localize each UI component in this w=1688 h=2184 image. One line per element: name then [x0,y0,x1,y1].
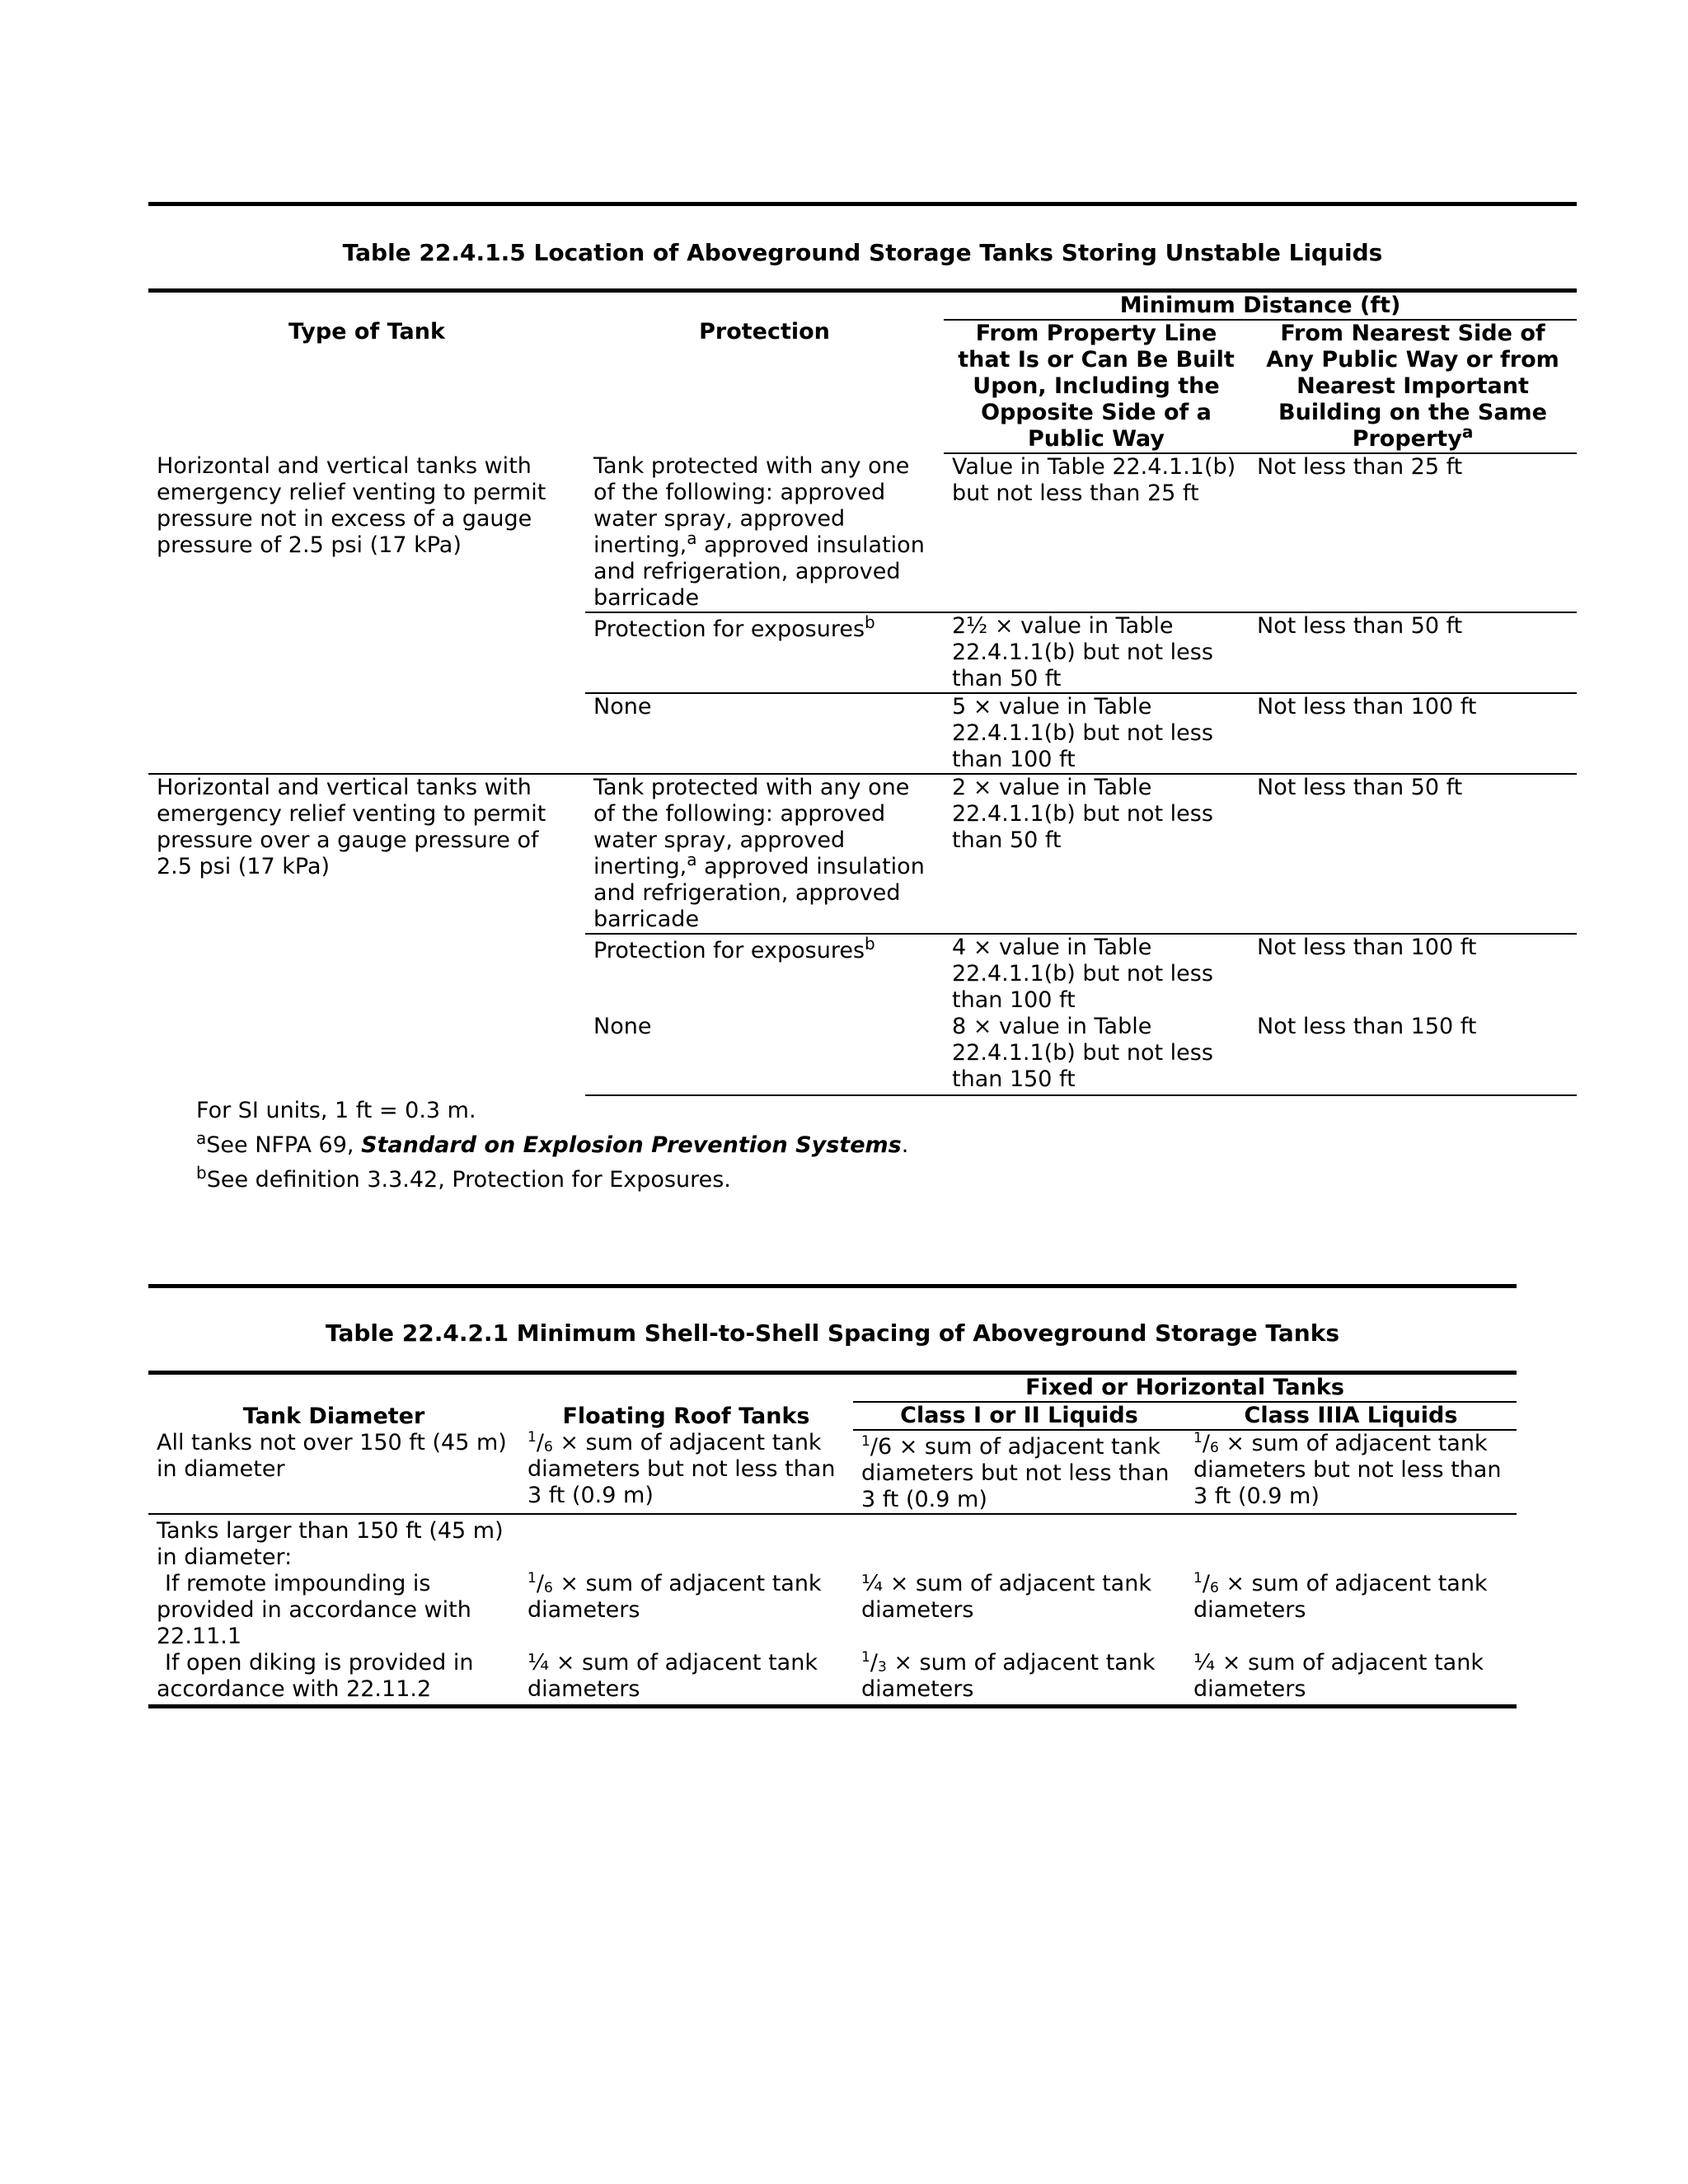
table-top-rule [148,202,1577,206]
table-row [148,774,1577,934]
nearest-side-cell: Not less than 100 ft [1249,693,1577,774]
si-units-note: For SI units, 1 ft = 0.3 m. [196,1098,476,1123]
header-from-nearest-side: From Nearest Side of Any Public Way or from Nearest Important Building on the Same Property$^a$ [1249,320,1577,453]
header-protection: Protection [585,291,944,454]
class-iiia-cell: $^1/_6$ × sum of adjacent tank diameters but not less than 3 ft (0.9 m) [1193,1430,1502,1509]
protection-cell: Protection for exposures$^b$ [585,612,944,693]
header-from-property-line: From Property Line that Is or Can Be Built Upon, Including the Opposite Side of a Public Way [944,320,1249,453]
property-line-cell: 2½ × value in Table 22.4.1.1(b) but not less than 50 ft [944,612,1249,693]
diameter-cell: All tanks not over 150 ft (45 m) in diameter [157,1430,507,1482]
table-top-rule [148,1284,1517,1288]
property-line-cell: 4 × value in Table 22.4.1.1(b) but not less than 100 ft [944,934,1249,1014]
diameter-cell: Tanks larger than 150 ft (45 m) in diameter: [148,1514,519,1571]
header-floating-roof: Floating Roof Tanks [519,1373,853,1431]
tank-type-cell: Horizontal and vertical tanks with emergency relief venting to permit pressure not in excess of a gauge pressure of 2.5 psi (17 kPa) [157,453,546,558]
nearest-side-cell: Not less than 150 ft [1249,1014,1577,1095]
class-i-ii-cell: ¼ × sum of adjacent tank diameters [861,1571,1151,1623]
table-22-4-1-5 [148,202,1577,1200]
spacing-table [148,1371,1517,1708]
protection-cell: Tank protected with any one of the following: approved water spray, approved inerting,$^a$ approved insulation and refrigeration, approved barricade [585,774,944,934]
table-row [148,453,1577,612]
property-line-cell: 5 × value in Table 22.4.1.1(b) but not less than 100 ft [944,693,1249,774]
footnote-a: $^a$See NFPA 69, Standard on Explosion Prevention Systems. [196,1128,909,1158]
class-iiia-cell: $^1/_6$ × sum of adjacent tank diameters [1193,1570,1488,1623]
protection-cell: Tank protected with any one of the following: approved water spray, approved inerting,$^a$ approved insulation and refrigeration, approved barricade [593,453,925,611]
table-row [148,1571,1517,1650]
header-fixed-or-horizontal: Fixed or Horizontal Tanks [853,1373,1517,1403]
table-row [148,1514,1517,1571]
table-notes [196,1096,1577,1195]
footnote-b: $^b$See definition 3.3.42, Protection for Exposures. [196,1163,731,1193]
nearest-side-cell: Not less than 50 ft [1249,612,1577,693]
class-iiia-cell: ¼ × sum of adjacent tank diameters [1185,1650,1517,1707]
table-row [148,1650,1517,1707]
floating-roof-cell: ¼ × sum of adjacent tank diameters [519,1650,853,1707]
property-line-cell: 2 × value in Table 22.4.1.1(b) but not less than 50 ft [944,774,1249,934]
protection-cell: None [585,693,944,774]
table-title: Table 22.4.2.1 Minimum Shell-to-Shell Spacing of Aboveground Storage Tanks [325,1319,1340,1347]
nearest-side-cell: Not less than 50 ft [1249,774,1577,934]
floating-roof-cell: $^1/_6$ × sum of adjacent tank diameters [528,1570,822,1623]
property-line-cell: Value in Table 22.4.1.1(b) but not less than 25 ft [952,454,1236,506]
table-title: Table 22.4.1.5 Location of Aboveground Storage Tanks Storing Unstable Liquids [342,239,1383,266]
location-table [148,288,1577,1096]
floating-roof-cell: $^1/_6$ × sum of adjacent tank diameters but not less than 3 ft (0.9 m) [528,1429,836,1508]
table-22-4-2-1 [148,1284,1517,1708]
header-minimum-distance: Minimum Distance (ft) [944,291,1577,321]
nearest-side-cell: Not less than 25 ft [1257,454,1463,480]
nearest-side-cell: Not less than 100 ft [1249,934,1577,1014]
diameter-cell: If open diking is provided in accordance with 22.11.2 [148,1650,519,1707]
protection-cell: None [585,1014,944,1095]
header-type-of-tank: Type of Tank [148,291,585,454]
class-i-ii-cell: $^1$/6 × sum of adjacent tank diameters but not less than 3 ft (0.9 m) [861,1433,1170,1512]
header-class-iiia: Class IIIA Liquids [1185,1402,1517,1430]
header-class-i-ii: Class I or II Liquids [853,1402,1185,1430]
header-tank-diameter: Tank Diameter [148,1373,519,1431]
class-i-ii-cell: $^1/_3$ × sum of adjacent tank diameters [853,1650,1185,1707]
protection-cell: Protection for exposures$^b$ [585,934,944,1014]
tank-type-cell: Horizontal and vertical tanks with emergency relief venting to permit pressure over a gauge pressure of 2.5 psi (17 kPa) [148,774,585,1095]
diameter-cell: If remote impounding is provided in accordance with 22.11.1 [157,1571,471,1649]
property-line-cell: 8 × value in Table 22.4.1.1(b) but not less than 150 ft [944,1014,1249,1095]
table-row [148,1430,1517,1514]
